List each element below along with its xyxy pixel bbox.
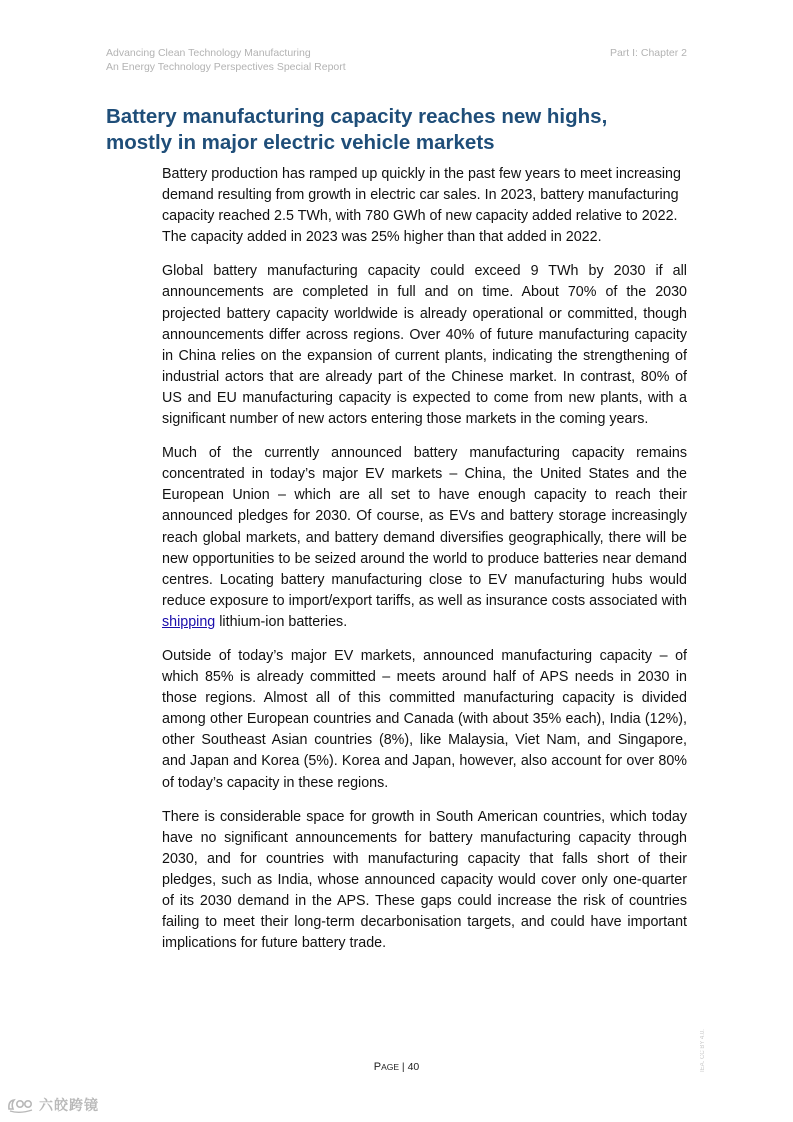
paragraph-4: Outside of today’s major EV markets, announced manufacturing capacity – of which 85% is already committed – meets around half of APS needs in 2030 in those regions. Almost all of this committed manufacturing capacity is divided among other European countries and Canada (with about 35% each), India (12%), other Southeast Asian countries (8%), like Malaysia, Viet Nam, and Singapore, and Japan and Korea (5%). Korea and Japan, however, also account for over 80% of today’s capacity in these regions. bbox=[162, 647, 687, 791]
report-title: Advancing Clean Technology Manufacturing bbox=[106, 47, 311, 59]
paragraph-1: Battery production has ramped up quickly in the past few years to meet increasing demand resulting from growth in electric car sales. In 2023, battery manufacturing capacity reached 2.5 TWh, with 780 GWh of new capacity added relative to 2022. The capacity added in 2023 was 25% higher than that added in 2022. bbox=[162, 166, 681, 246]
body-text bbox=[162, 164, 687, 967]
section-heading bbox=[106, 104, 706, 156]
chapter-label: Part I: Chapter 2 bbox=[609, 47, 687, 59]
paragraph-3-text-end: lithium-ion batteries. bbox=[215, 613, 348, 630]
watermark-logo-icon bbox=[6, 1095, 36, 1115]
report-subtitle: An Energy Technology Perspectives Special Report bbox=[106, 61, 346, 73]
watermark-text: 六皎跨镜 bbox=[39, 1097, 99, 1113]
page-footer bbox=[0, 1061, 793, 1073]
paragraph-3 bbox=[162, 443, 687, 633]
paragraph-2: Global battery manufacturing capacity could exceed 9 TWh by 2030 if all announcements are completed in full and on time. About 70% of the 2030 projected battery capacity worldwide is already operational or committed, though announcements differ across regions. Over 40% of future manufacturing capacity in China relies on the expansion of current plants, indicating the strengthening of industrial actors that are already part of the Chinese market. In contrast, 80% of US and EU manufacturing capacity is expected to come from new plants, with a significant number of new actors entering those markets in the coming years. bbox=[162, 263, 687, 428]
section-heading-line-1: Battery manufacturing capacity reaches new highs, bbox=[106, 105, 608, 128]
page-separator: | bbox=[399, 1061, 408, 1073]
paragraph-3-text-start: Much of the currently announced battery manufacturing capacity remains concentrated in today’s major EV markets – China, the United States and the European Union – which are all set to have enough capacity to reach their announced pledges for 2030. Of course, as EVs and battery storage increasingly reach global markets, and battery demand diversifies geographically, there will be new opportunities to be seized around the world to produce batteries near demand centres. Locating battery manufacturing close to EV manufacturing hubs would reduce exposure to import/export tariffs, as well as insurance costs associated with bbox=[162, 445, 687, 609]
shipping-link[interactable]: shipping bbox=[162, 613, 216, 630]
page-label-rest: AGE bbox=[381, 1062, 400, 1072]
running-header bbox=[106, 46, 346, 74]
page-label-initial: P bbox=[373, 1061, 382, 1073]
license-note: IEA. CC BY 4.0. bbox=[700, 1029, 706, 1072]
page-number: 40 bbox=[407, 1061, 420, 1073]
section-heading-line-2: mostly in major electric vehicle markets bbox=[106, 131, 495, 154]
paragraph-5: There is considerable space for growth in South American countries, which today have no significant announcements for battery manufacturing capacity through 2030, and for countries with manufacturing capacity that falls short of their pledges, such as India, whose announced capacity would cover only one-quarter of its 2030 demand in the APS. These gaps could increase the risk of countries failing to meet their long-term decarbonisation targets, and could have important implications for future battery trade. bbox=[162, 808, 687, 952]
watermark bbox=[6, 1094, 99, 1116]
